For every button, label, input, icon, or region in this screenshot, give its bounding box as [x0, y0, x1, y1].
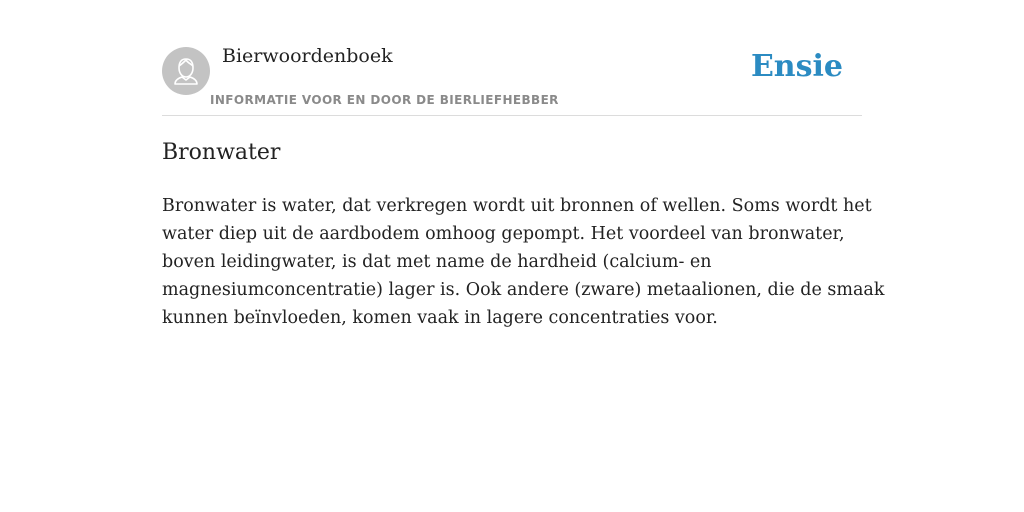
author-tagline: INFORMATIE VOOR EN DOOR DE BIERLIEFHEBBER	[210, 93, 559, 107]
page	[162, 0, 885, 328]
entry-body-line: boven leidingwater, is dat met name de hardheid (calcium- en	[162, 252, 712, 272]
entry-body-line: kunnen beïnvloeden, komen vaak in lagere concentraties voor.	[162, 308, 718, 328]
entry-body	[162, 192, 885, 332]
entry-header	[162, 0, 862, 116]
entry-title: Bronwater	[162, 140, 281, 165]
ensie-logo-link[interactable]: Ensie	[750, 49, 843, 84]
entry-body-line: water diep uit de aardbodem omhoog gepompt. Het voordeel van bronwater,	[162, 224, 845, 244]
user-icon	[162, 47, 210, 95]
entry-body-line: Bronwater is water, dat verkregen wordt uit bronnen of wellen. Soms wordt het	[162, 196, 872, 216]
author-avatar[interactable]	[162, 47, 210, 95]
entry-body-line: magnesiumconcentratie) lager is. Ook andere (zware) metaalionen, die de smaak	[162, 280, 885, 300]
author-name[interactable]: Bierwoordenboek	[222, 45, 393, 67]
